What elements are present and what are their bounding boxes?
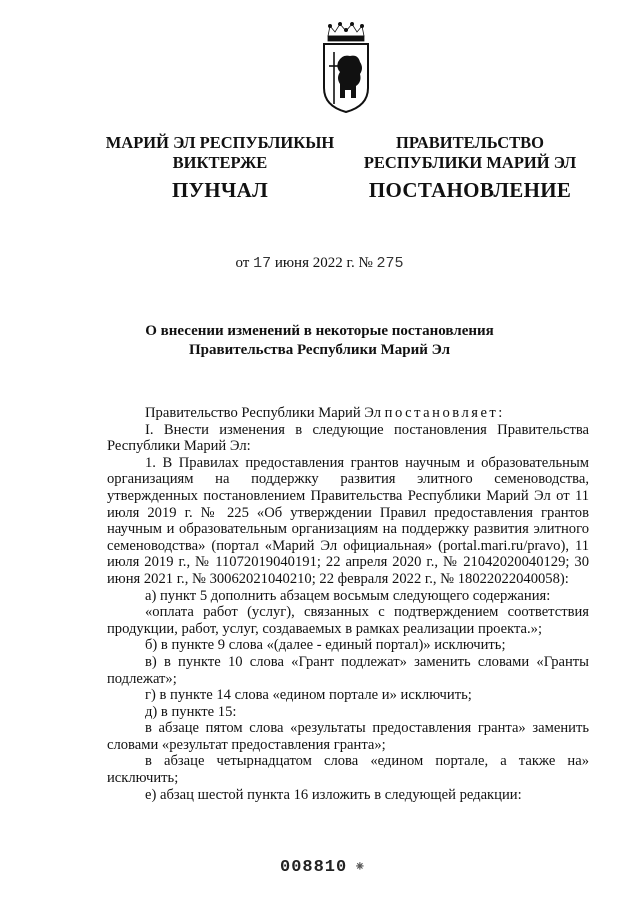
- paragraph: а) пункт 5 дополнить абзацем восьмым следующего содержания:: [145, 587, 551, 604]
- paragraph: д) в пункте 15:: [145, 703, 237, 720]
- paragraph: I. Внести изменения в следующие постановления Правительства Республики Марий Эл:: [107, 421, 589, 455]
- header-right-line1: ПРАВИТЕЛЬСТВО: [396, 133, 544, 152]
- date-prefix: от: [235, 255, 250, 271]
- paragraph: г) в пункте 14 слова «едином портале и» исключить;: [145, 687, 472, 704]
- intro-text: Правительство Республики Марий Эл: [145, 405, 385, 421]
- paragraph: «оплата работ (услуг), связанных с подтверждением соответствия продукции, работ, услуг, создаваемых в рамках реализации проекта.»;: [107, 604, 589, 637]
- document-number: 275: [376, 255, 404, 272]
- coat-of-arms-icon: [320, 22, 372, 114]
- intro-spaced-word: постановляет:: [384, 405, 505, 421]
- document-body: [107, 405, 589, 803]
- date-day: 17: [253, 255, 272, 272]
- document-title: [0, 322, 639, 360]
- title-line1: О внесении изменений в некоторые постановления: [145, 323, 494, 339]
- paragraph: в) в пункте 10 слова «Грант подлежат» заменить словами «Гранты подлежат»;: [107, 653, 589, 687]
- header-right-line2: РЕСПУБЛИКИ МАРИЙ ЭЛ: [363, 153, 577, 172]
- paragraph: в абзаце четырнадцатом слова «едином портале, а также на» исключить;: [107, 753, 589, 787]
- header-left: [95, 133, 345, 203]
- serial-mark-icon: ⁕: [354, 860, 366, 875]
- paragraph: 1. В Правилах предоставления грантов научным и образовательным организациям на поддержку развития элитного семеноводства, утвержденных постановлением Правительства Республики Марий Эл от 11 июля 2019 г. № 225 «Об утверждении Правил предоставления грантов научным и образовательным организациям на поддержку развития элитного семеноводства» (портал «Марий Эл официальная» (portal.mari.ru/pravo), 11 июля 2019 г., № 11072019040191; 22 апреля 2020 г., № 21042020040129; 30 июня 2021 г., № 30062021040210; 22 февраля 2022 г., № 18022022040058):: [107, 454, 589, 587]
- header-right: [345, 133, 595, 203]
- serial-number: 008810: [280, 858, 348, 877]
- date-month-year: июня 2022 г. №: [274, 255, 373, 271]
- date-line: [0, 255, 639, 272]
- header-left-line1: МАРИЙ ЭЛ РЕСПУБЛИКЫН: [105, 133, 335, 152]
- paragraph: б) в пункте 9 слова «(далее - единый портал)» исключить;: [145, 637, 506, 654]
- paragraph: в абзаце пятом слова «результаты предоставления гранта» заменить словами «результат предоставления гранта»;: [107, 720, 589, 753]
- header-left-line2: ВИКТЕРЖЕ: [172, 153, 268, 172]
- header-right-doc-type: ПОСТАНОВЛЕНИЕ: [368, 178, 572, 202]
- paragraph: е) абзац шестой пункта 16 изложить в следующей редакции:: [145, 786, 522, 803]
- intro-paragraph: [107, 405, 589, 422]
- header-left-doc-type: ПУНЧАЛ: [171, 178, 269, 202]
- title-line2: Правительства Республики Марий Эл: [188, 342, 451, 358]
